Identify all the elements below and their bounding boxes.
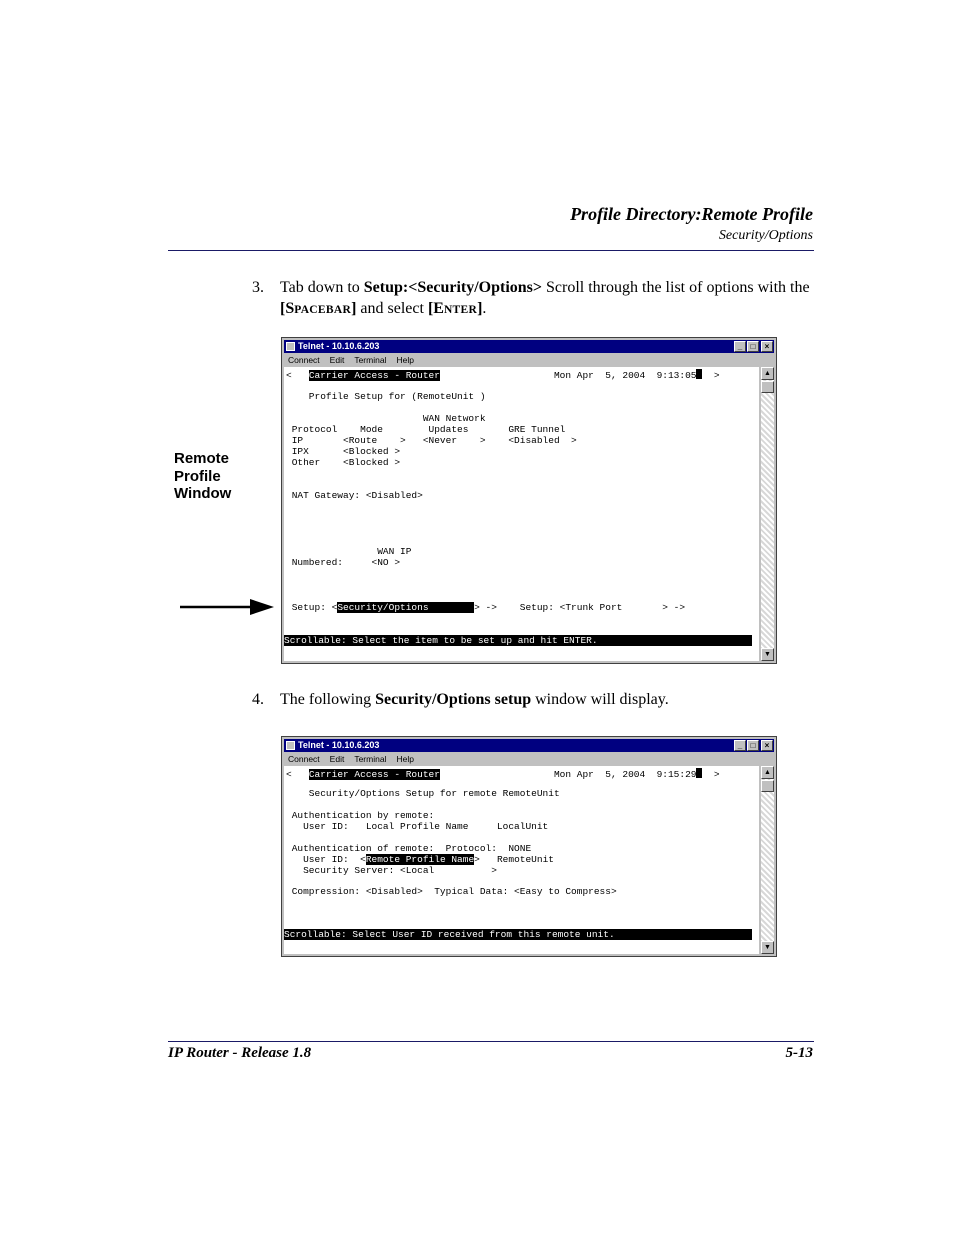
window-titlebar: [284, 340, 774, 353]
step-3: [252, 277, 822, 321]
page-header-subtitle: Security/Options: [718, 228, 813, 243]
terminal-line[interactable]: Numbered: <NO >: [286, 557, 401, 568]
menu-bar: [284, 354, 774, 366]
step-4-number: 4.: [252, 691, 264, 708]
close-button[interactable]: ×: [761, 341, 773, 352]
remote-profile-name-field[interactable]: Remote Profile Name: [365, 854, 475, 865]
window-title: Telnet - 10.10.6.203: [298, 341, 380, 351]
step-4-text: The following Security/Options setup window will display.: [280, 691, 669, 708]
header-rule: [168, 250, 814, 251]
menu-bar: [284, 753, 774, 765]
terminal-line[interactable]: Security Server: <Local >: [286, 865, 497, 876]
setup-security-options-field[interactable]: Security/Options: [337, 602, 475, 613]
menu-connect[interactable]: Connect: [288, 355, 320, 365]
footer-left: IP Router - Release 1.8: [168, 1045, 312, 1061]
terminal-line: WAN IP: [286, 546, 412, 557]
menu-edit[interactable]: Edit: [329, 355, 345, 365]
terminal-line: Profile Setup for (RemoteUnit ): [286, 391, 486, 402]
footer-page-number: 5-13: [785, 1045, 813, 1061]
terminal-header-line: < Carrier Access - Router Mon Apr 5, 2004 9:13:05 >: [286, 370, 720, 381]
terminal-line: Protocol Mode Updates GRE Tunnel: [286, 424, 566, 435]
telnet-app-icon: [286, 342, 295, 351]
step-3-number: 3.: [252, 279, 264, 296]
telnet-app-icon: [286, 741, 295, 750]
pointer-arrow-icon: [180, 598, 275, 616]
vertical-scrollbar[interactable]: [760, 367, 774, 661]
menu-connect[interactable]: Connect: [288, 754, 320, 764]
window-titlebar: [284, 739, 774, 752]
terminal-line: Authentication by remote:: [286, 810, 435, 821]
status-bar: Scrollable: Select the item to be set up and hit ENTER.: [284, 635, 752, 646]
menu-edit[interactable]: Edit: [329, 754, 345, 764]
terminal-line: User ID: Local Profile Name LocalUnit: [286, 821, 549, 832]
menu-terminal[interactable]: Terminal: [354, 355, 387, 365]
maximize-button[interactable]: □: [747, 740, 759, 751]
window-title: Telnet - 10.10.6.203: [298, 740, 380, 750]
scroll-thumb[interactable]: [761, 381, 774, 393]
scroll-thumb[interactable]: [761, 780, 774, 792]
step-4: [252, 689, 822, 711]
terminal-line: Security/Options Setup for remote RemoteUnit: [286, 788, 560, 799]
footer-rule: [168, 1041, 814, 1042]
terminal-line: WAN Network: [286, 413, 486, 424]
minimize-button[interactable]: _: [734, 740, 746, 751]
terminal-line[interactable]: NAT Gateway: <Disabled>: [286, 490, 423, 501]
menu-help[interactable]: Help: [396, 355, 414, 365]
setup-selection-line[interactable]: Setup: <Security/Options > -> Setup: <Trunk Port > ->: [286, 602, 686, 613]
user-id-line[interactable]: User ID: <Remote Profile Name> RemoteUnit: [286, 854, 554, 865]
menu-terminal[interactable]: Terminal: [354, 754, 387, 764]
remote-profile-window-label: Remote Profile Window: [174, 450, 232, 502]
page-header-title: Profile Directory:Remote Profile: [570, 204, 813, 224]
terminal-line[interactable]: IPX <Blocked >: [286, 446, 401, 457]
terminal-line[interactable]: Other <Blocked >: [286, 457, 401, 468]
scroll-up-button[interactable]: ▲: [761, 367, 774, 380]
terminal-line[interactable]: IP <Route > <Never > <Disabled >: [286, 435, 577, 446]
close-button[interactable]: ×: [761, 740, 773, 751]
minimize-button[interactable]: _: [734, 341, 746, 352]
terminal-screen[interactable]: [284, 367, 759, 661]
terminal-line: Authentication of remote: Protocol: NONE: [286, 843, 532, 854]
scroll-down-button[interactable]: ▼: [761, 648, 774, 661]
status-bar: Scrollable: Select User ID received from this remote unit.: [284, 929, 752, 940]
telnet-window-security-options: [281, 736, 777, 957]
step-3-text: Tab down to Setup:<Security/Options> Scroll through the list of options with the [SPACEBAR] and select [ENTER].: [280, 279, 810, 317]
maximize-button[interactable]: □: [747, 341, 759, 352]
telnet-window-remote-profile: [281, 337, 777, 664]
menu-help[interactable]: Help: [396, 754, 414, 764]
terminal-line[interactable]: Compression: <Disabled> Typical Data: <Easy to Compress>: [286, 886, 617, 897]
scroll-up-button[interactable]: ▲: [761, 766, 774, 779]
scroll-down-button[interactable]: ▼: [761, 941, 774, 954]
vertical-scrollbar[interactable]: [760, 766, 774, 954]
terminal-screen[interactable]: [284, 766, 759, 954]
terminal-header-line: < Carrier Access - Router Mon Apr 5, 2004 9:15:29 >: [286, 769, 720, 780]
